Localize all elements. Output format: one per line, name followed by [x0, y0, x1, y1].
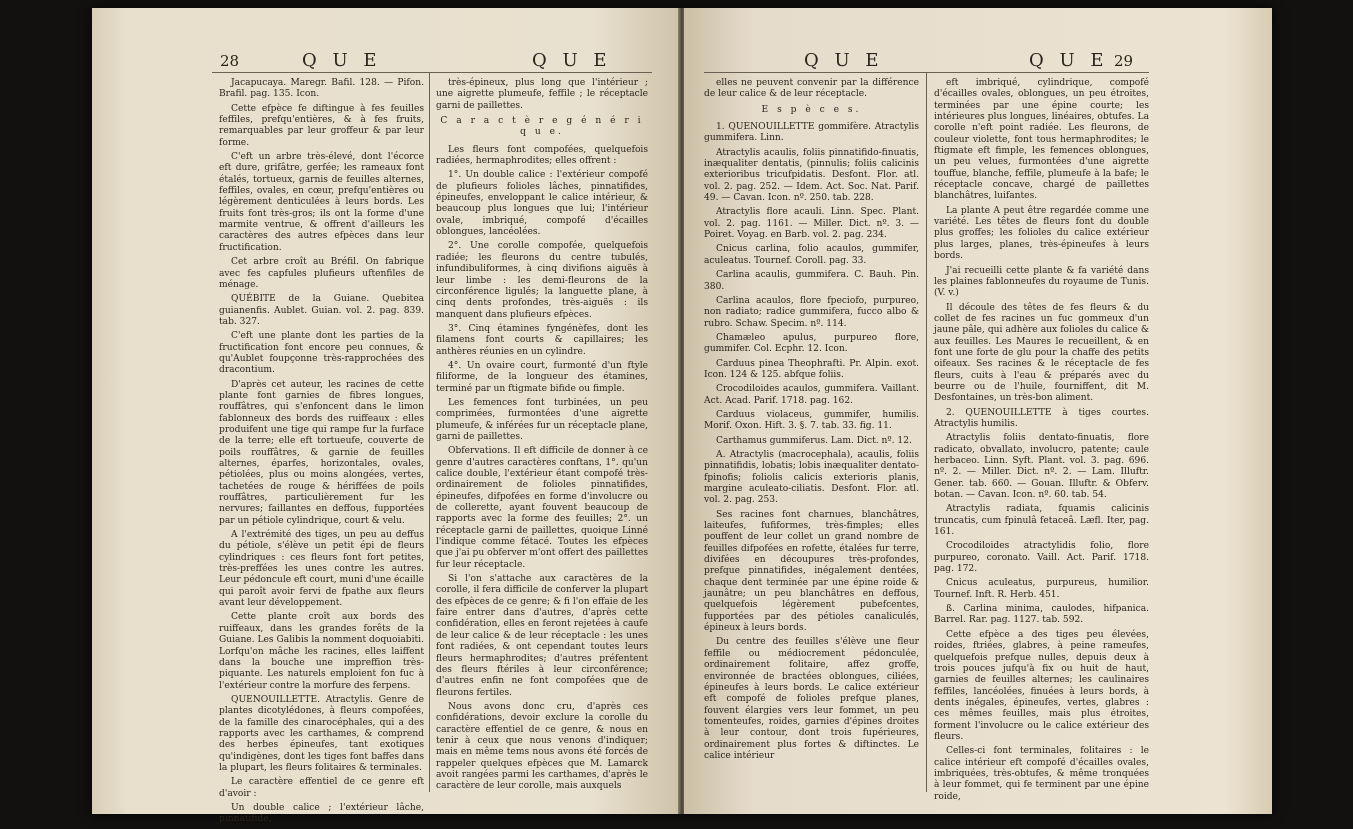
- paragraph: Il découle des têtes de fes fleurs & du collet de fes racines un fuc gommeux d'un jaune pâle, qui adhère aux folioles du calice & aux feuilles. Les Maures le recueillent, & en font une forte de glu pour la chaffe des petits oifeaux. Ses racines & le réceptacle de fes fleurs, cuits à l'eau & préparés avec du beurre ou de l'huile, fourniffent, dit M. Desfontaines, un très-bon aliment.: [934, 302, 1149, 404]
- paragraph: Cnicus aculeatus, purpureus, humilior. Tournef. Inft. R. Herb. 451.: [934, 578, 1149, 600]
- paragraph: Celles-ci font terminales, folitaires : le calice intérieur eft compofé d'écailles ovales, imbriquées, très-obtufes, & même tronquées à leur fommet, qui fe terminent par une épine roide,: [934, 746, 1149, 802]
- paragraph: 3°. Cinq étamines fyngénèfes, dont les filamens font courts & capillaires; les anthères réunies en un cylindre.: [436, 323, 648, 357]
- left-page-number: 28: [220, 52, 240, 70]
- paragraph: Atractylis flore acauli. Linn. Spec. Plant. vol. 2. pag. 1161. — Miller. Dict. nº. 3. — Poiret. Voyag. en Barb. vol. 2. pag. 234.: [704, 207, 919, 241]
- paragraph: La plante A peut être regardée comme une variété. Les têtes de fleurs font du double plus groffes; les folioles du calice extérieur plus larges, planes, très-épineufes à leurs bords.: [934, 205, 1149, 262]
- paragraph: Du centre des feuilles s'élève une fleur feffile ou médiocrement pédonculée, ordinairement folitaire, affez groffe, environnée de bractées oblongues, ciliées, épineufes à leurs bords. Le calice extérieur eft compofé de folioles prefque planes, fouvent élargies vers leur fommet, un peu tomenteufes, roides, garnies d'épines droites à leur contour, dont trois fupérieures, ordinairement plus fortes & diftinctes. Le calice intérieur: [704, 637, 919, 761]
- paragraph: C'eft une plante dont les parties de la fructification font encore peu connues, & qu'Aublet foupçonne très-rapprochées des dracontium.: [219, 331, 424, 376]
- paragraph: Si l'on s'attache aux caractères de la corolle, il fera difficile de conferver la plupart des efpèces de ce genre; & fi l'on effaie de les faire entrer dans d'autres, d'après cette confidération, elles en feront rejetées à caufe de leur calice & de leur réceptacle : les unes font radiées, & ont cependant toutes leurs fleurs hermaphrodites; d'autres préfentent des fleurs ftériles à leur circonférence; d'autres enfin ne font compofées que de fleurons fertiles.: [436, 574, 649, 698]
- paragraph: Jacapucaya. Maregr. Bafil. 128. — Pifon. Brafil. pag. 135. Icon.: [219, 78, 424, 100]
- paragraph: E s p è c e s.: [761, 104, 862, 115]
- right-page-number: 29: [1114, 52, 1134, 70]
- paragraph: D'après cet auteur, les racines de cette plante font garnies de fibres longues, rouffâtres, qui s'enfoncent dans le limon fablonneux des bords des ruiffeaux : elles produifent une tige qui rampe fur la furface de la terre; elle eft tortueufe, couverte de poils rouffâtres, & garnie de feuilles alternes, éparfes, horizontales, ovales, pétiolées, plus ou moins alongées, vertes, tachetées de rouge & hériffées de poils rouffâtres, particulièrement fur les nervures; faillantes en deffous, fupportées par un pétiole cylindrique, court & velu.: [219, 379, 424, 526]
- paragraph: 2°. Une corolle compofée, quelquefois radiée; les fleurons du centre tubulés, infundibuliformes, à cinq divifions aiguës à leur limbe : les demi-fleurons de la circonférence ligulés; la languette plane, à cinq dents profondes, très-aiguës : ils manquent dans plufieurs efpèces.: [436, 241, 648, 320]
- paragraph: Nous avons donc cru, d'après ces confidérations, devoir exclure la corolle du caractère effentiel de ce genre, & nous en tenir à ceux que nous venons d'indiquer; mais en même tems nous avons été forcés de rappeler quelques efpèces que M. Lamarck avoit rangées parmi les carthames, d'après le caractère de leur corolle, mais auxquels: [436, 701, 648, 792]
- paragraph: Carduus violaceus, gummifer, humilis. Morif. Oxon. Hift. 3. §. 7. tab. 33. fig. 11.: [704, 409, 919, 432]
- paragraph: elles ne peuvent convenir par la différence de leur calice & de leur réceptacle.: [704, 78, 919, 100]
- paragraph: Cet arbre croît au Bréfil. On fabrique avec fes capfules plufieurs uftenfiles de ménage.: [219, 257, 424, 290]
- paragraph: Les femences font turbinées, un peu comprimées, furmontées d'une aigrette plumeufe, & inférées fur un réceptacle plane, garni de paillettes.: [436, 397, 648, 442]
- right-running-head-2: Q U E: [1029, 50, 1109, 71]
- paragraph: Carlina acaulos, flore fpeciofo, purpureo, non radiato; radice gummifera, fucco albo & rubro. Schaw. Specim. nº. 114.: [704, 295, 919, 329]
- paragraph: Atractylis acaulis, foliis pinnatifido-finuatis, inæqualiter dentatis, (pinnulis; foliis calicinis exterioribus tricufpidatis. Desfont. Flor. atl. vol. 2. pag. 252. — Idem. Act. Soc. Nat. Parif. 49. — Cavan. Icon. nº. 250. tab. 228.: [704, 147, 919, 204]
- left-page: [92, 8, 680, 825]
- left-column-2: [436, 78, 648, 796]
- paragraph: Atractylis radiata, fquamis calicinis truncatis, cum fpinulâ fetaceâ. Læfl. Iter, pag. 161.: [934, 504, 1149, 538]
- paragraph: 4°. Un ovaire court, furmonté d'un ftyle filiforme, de la longueur des étamines, terminé par un ftigmate bifide ou fimple.: [436, 360, 648, 394]
- paragraph: 1. QUENOUILLETTE gommifère. Atractylis gummifera. Linn.: [704, 122, 919, 144]
- paragraph: très-épineux, plus long que l'intérieur ; une aigrette plumeufe, feffile ; le réceptacle garni de paillettes.: [436, 78, 648, 111]
- paragraph: 2. QUENOUILLETTE à tiges courtes. Atractylis humilis.: [934, 407, 1149, 429]
- right-column-divider: [926, 72, 927, 792]
- paragraph: Ses racines font charnues, blanchâtres, laiteufes, fufiformes, très-fimples; elles pouffent de leur collet un grand nombre de feuilles difpofées en rofette, étalées fur terre, divifées en découpures très-profondes, prefque pinnatifides, inégalement dentées, chaque dent terminée par une épine roide & jaunâtre; un peu blanchâtres en deffous, quelquefois légèrement pubefcentes, fupportées par des pétioles canaliculés, épineux à leurs bords.: [704, 509, 919, 634]
- paragraph: Chamæleo apulus, purpureo flore, gummifer. Col. Ecphr. 12. Icon.: [704, 332, 919, 355]
- paragraph: A l'extrémité des tiges, un peu au deffus du pétiole, s'élève un petit épi de fleurs cylindriques : ces fleurs font fort petites, très-preffées les unes contre les autres. Leur pédoncule eft court, muni d'une écaille qui paroît avoir fervi de fpathe aux fleurs avant leur développement.: [219, 530, 424, 609]
- left-header-rule: [212, 72, 652, 73]
- paragraph: J'ai recueilli cette plante & fa variété dans les plaines fablonneufes du royaume de Tunis. (V. v.): [934, 265, 1149, 299]
- book-spread: [92, 8, 1272, 825]
- paragraph: eft imbriqué, cylindrique, compofé d'écailles ovales, oblongues, un peu étroites, terminées par une épine courte; les intérieures plus longues, linéaires, obtufes. La corolle n'eft point radiée. Les fleurons, de couleur violette, font tous hermaphrodites; le ftigmate eft fimple, les femences oblongues, un peu velues, furmontées d'une aigrette touffue, blanche, feffile, plumeufe à la bafe; le réceptacle concave, chargé de paillettes blanchâtres, luifantes.: [934, 78, 1149, 202]
- paragraph: Obfervations. Il eft difficile de donner à ce genre d'autres caractères conftans, 1°. qu'un calice double, l'extérieur étant compofé très-ordinairement de folioles pinnatifides, épineufes, difpofées en forme d'involucre ou de collerette, ayant fouvent beaucoup de rapports avec la forme des feuilles; 2°. un réceptacle garni de paillettes, quoique Linné l'indique comme fétacé. Toutes les efpèces que j'ai pu obferver m'ont offert des paillettes fur leur réceptacle.: [436, 446, 648, 570]
- paragraph: QUENOUILLETTE. Atractylis. Genre de plantes dicotylédones, à fleurs compofées, de la famille des cinarocéphales, qui a des rapports avec les carthames, & comprend des herbes épineufes, tant exotiques qu'indigènes, dont les tiges font baffes dans la plupart, les fleurs folitaires & terminales.: [219, 694, 424, 773]
- left-column-1: [219, 78, 424, 829]
- paragraph: Carduus pinea Theophrafti. Pr. Alpin. exot. Icon. 124 & 125. abfque foliis.: [704, 358, 919, 380]
- paragraph: Carthamus gummiferus. Lam. Dict. nº. 12.: [716, 435, 912, 446]
- paragraph: Cette efpèce a des tiges peu élevées, roides, ftriées, glabres, à peine rameufes, quelquefois prefque nulles, depuis deux à trois pouces jufqu'à fix ou huit de haut, garnies de feuilles alternes; les caulinaires feffiles, lancéolées, finuées à leurs bords, à dents inégales, épineufes, vertes, glabres : ces mêmes feuilles, mais plus étroites, forment l'involucre ou le calice extérieur des fleurs.: [934, 629, 1149, 742]
- paragraph: Cette efpèce fe diftingue à fes feuilles feffiles, prefqu'entières, & à fes fruits, remarquables par leur groffeur & par leur forme.: [219, 103, 424, 148]
- paragraph: C a r a c t è r e g é n é r i q u e.: [440, 116, 644, 138]
- paragraph: Les fleurs font compofées, quelquefois radiées, hermaphrodites; elles offrent :: [436, 144, 648, 167]
- paragraph: 1°. Un double calice : l'extérieur compofé de plufieurs folioles lâches, pinnatifides, épineufes, enveloppant le calice intérieur, & beaucoup plus longues que lui; l'intérieur ovale, imbriqué, compofé d'écailles oblongues, lancéolées.: [436, 170, 648, 238]
- paragraph: Crocodiloides atractylidis folio, flore purpureo, coronato. Vaill. Act. Parif. 1718. pag. 172.: [934, 541, 1149, 575]
- paragraph: Cnicus carlina, folio acaulos, gummifer, aculeatus. Tournef. Coroll. pag. 33.: [704, 244, 919, 266]
- right-page: [684, 8, 1272, 814]
- right-column-1: [704, 78, 919, 765]
- paragraph: Le caractère effentiel de ce genre eft d'avoir :: [219, 777, 424, 799]
- right-running-head-1: Q U E: [804, 50, 884, 71]
- paragraph: Crocodiloides acaulos, gummifera. Vaillant. Act. Acad. Parif. 1718. pag. 162.: [704, 384, 919, 406]
- left-column-divider: [429, 72, 430, 792]
- left-running-head-1: Q U E: [302, 50, 382, 71]
- left-running-head-2: Q U E: [532, 50, 612, 71]
- paragraph: C'eft un arbre très-élevé, dont l'écorce eft dure, grifâtre, gerfée; les rameaux font étalés, tortueux, garnis de feuilles alternes, feffiles, ovales, en cœur, prefqu'entières ou légèrement denticulées à leurs bords. Les fruits font très-gros; ils ont la forme d'une marmite ventrue, & offrent d'ailleurs les caractères des autres efpèces dans leur fructification.: [219, 152, 424, 253]
- paragraph: Un double calice ; l'extérieur lâche, pinnatifide,: [219, 802, 424, 825]
- paragraph: ß. Carlina minima, caulodes, hifpanica. Barrel. Rar. pag. 1127. tab. 592.: [934, 604, 1149, 626]
- paragraph: Carlina acaulis, gummifera. C. Bauh. Pin. 380.: [704, 270, 919, 292]
- paragraph: A. Atractylis (macrocephala), acaulis, foliis pinnatifidis, lobatis; lobis inæqualiter dentato-fpinofis; foliolis calicis exterioris planis, margine aculeato-ciliatis. Desfont. Flor. atl. vol. 2. pag. 253.: [704, 449, 919, 506]
- paragraph: Cette plante croît aux bords des ruiffeaux, dans les grandes forêts de la Guiane. Les Galibis la nomment doquoiabiti. Lorfqu'on mâche les racines, elles laiffent dans la bouche une impreffion très-piquante. Les naturels emploient fon fuc à l'extérieur contre la morfure des ferpens.: [219, 612, 424, 691]
- right-column-2: [934, 78, 1149, 806]
- paragraph: Atractylis foliis dentato-finuatis, flore radicato, obvallato, involucro, patente; caule herbaceo. Linn. Syft. Plant. vol. 3. pag. 696. nº. 2. — Miller. Dict. nº. 2. — Lam. Illuftr. Gener. tab. 660. — Gouan. Illuftr. & Obferv. botan. — Cavan. Icon. nº. 60. tab. 54.: [934, 433, 1149, 501]
- paragraph: QUÉBITE de la Guiane. Quebitea guianenfis. Aublet. Guian. vol. 2. pag. 839. tab. 327.: [219, 294, 424, 327]
